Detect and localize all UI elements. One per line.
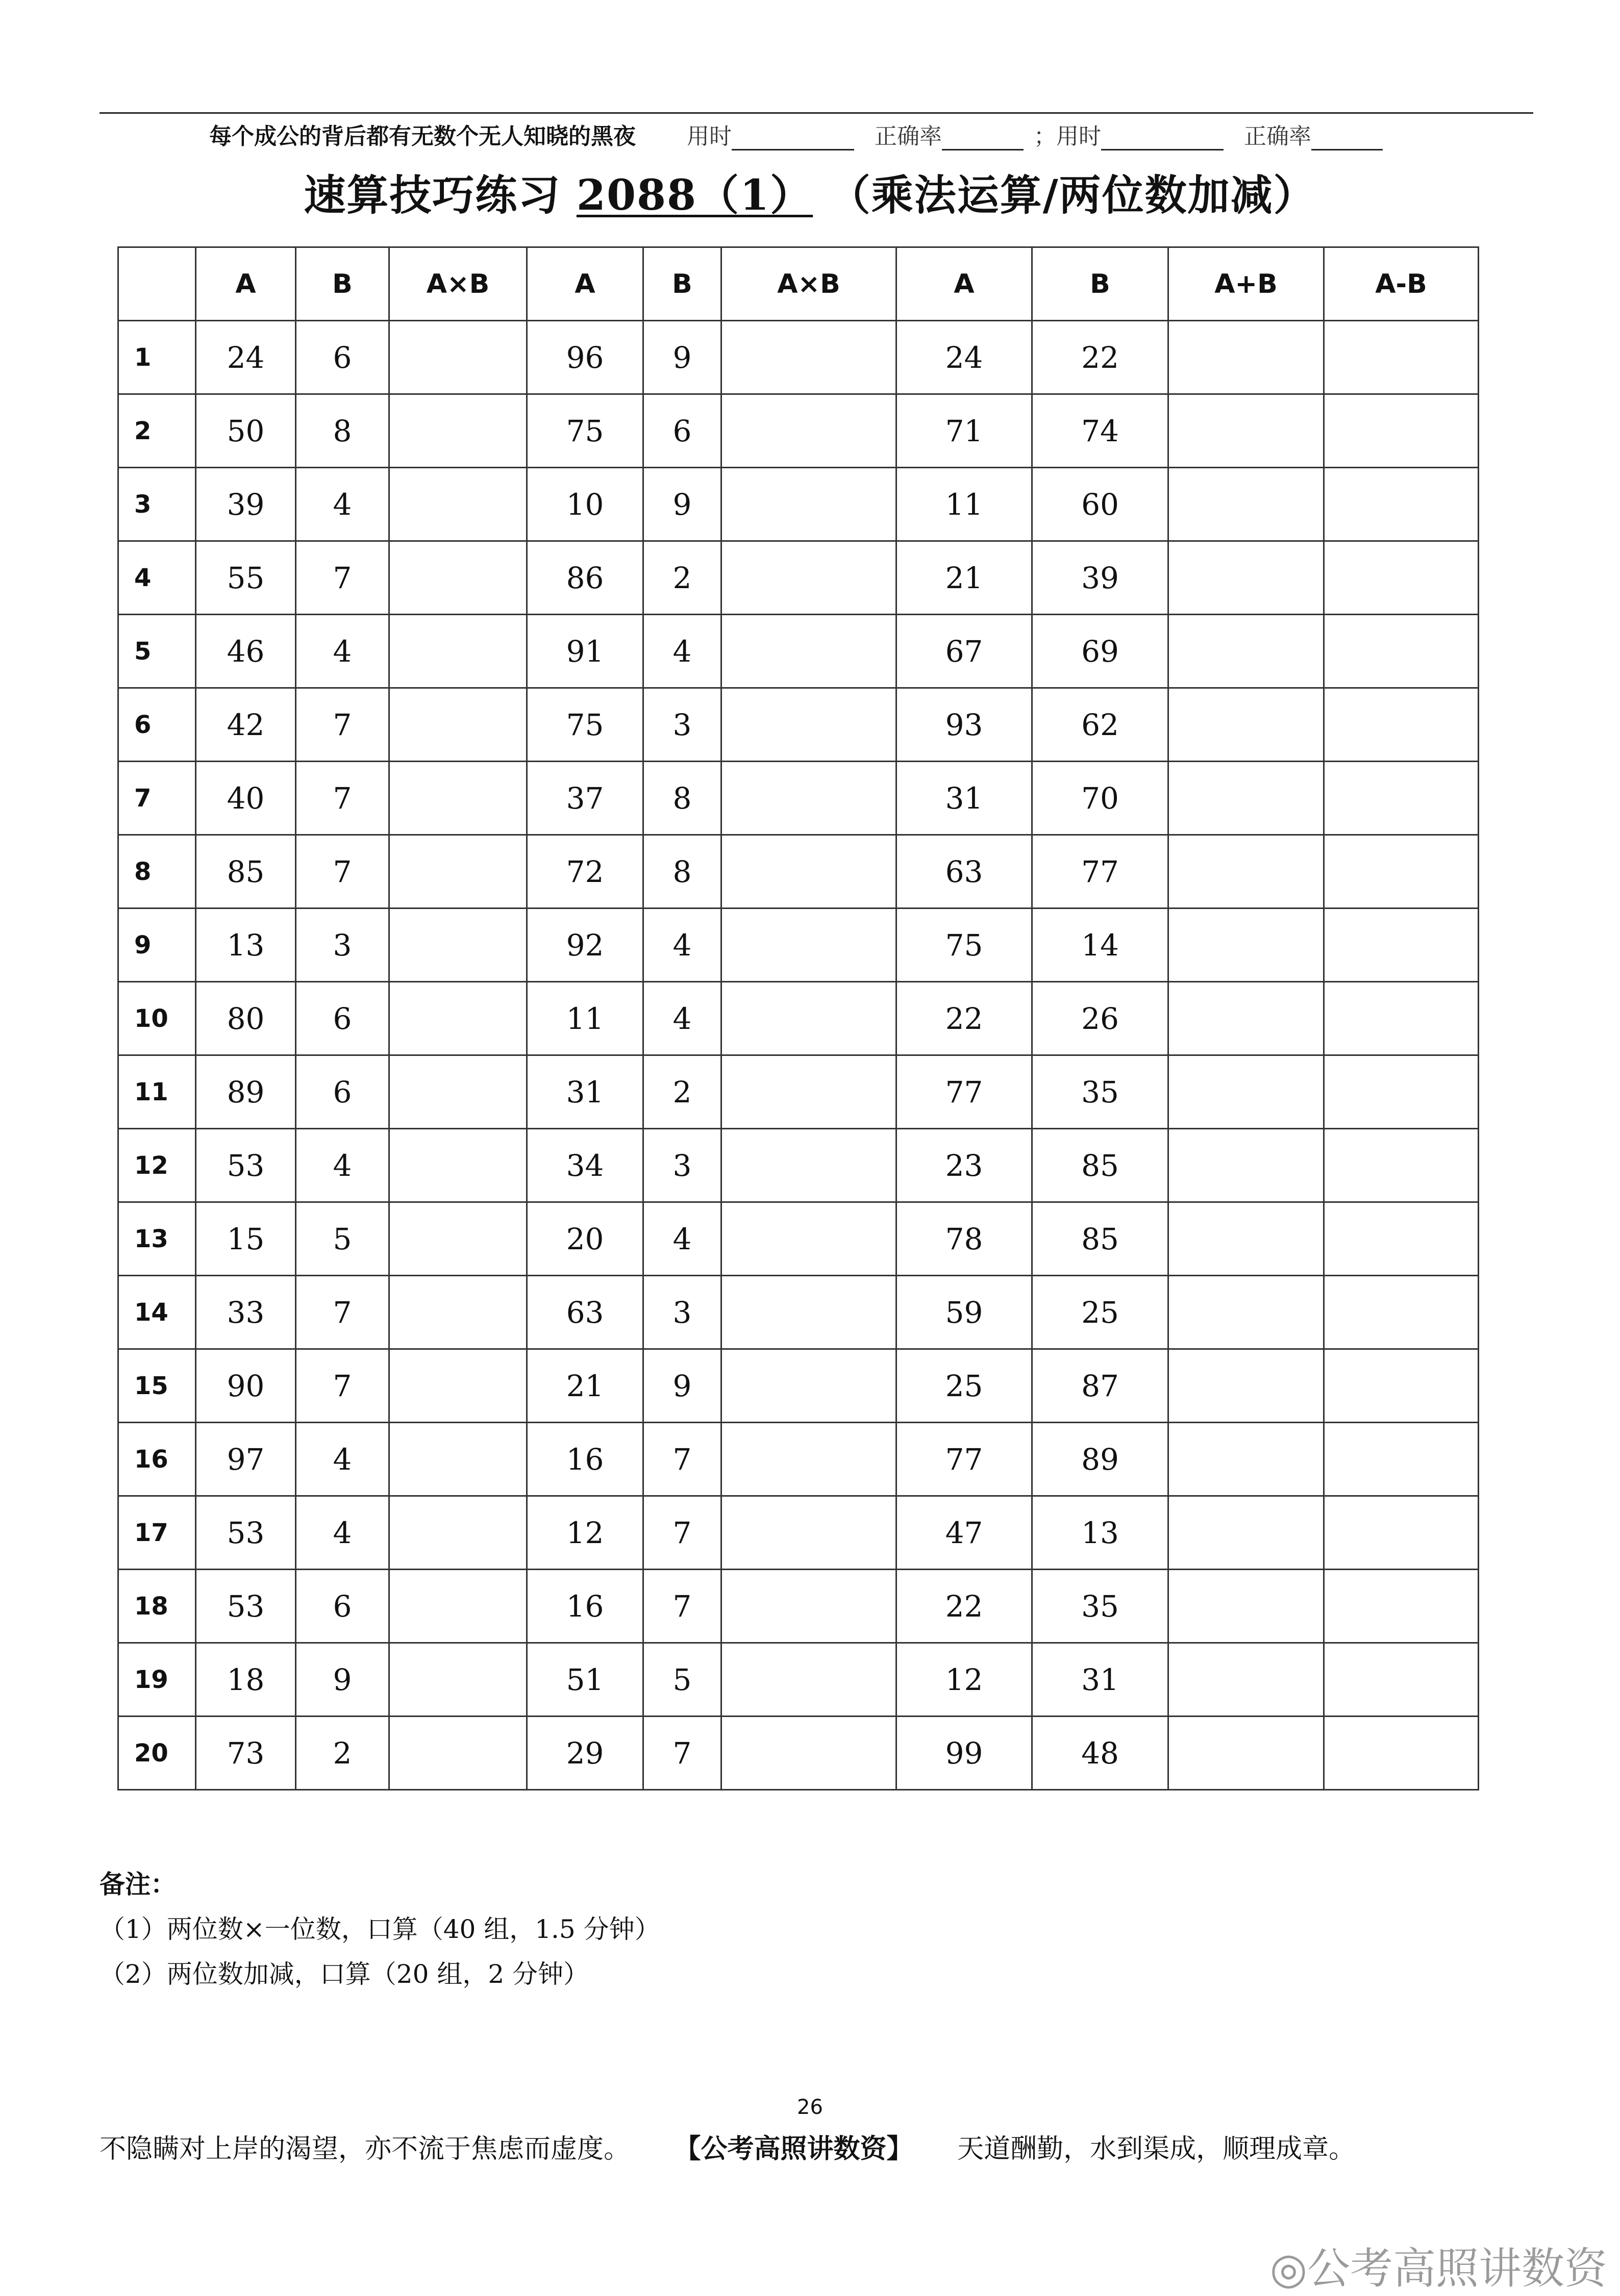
table-row [118, 1055, 1479, 1129]
operand-cell: 75 [527, 394, 643, 468]
table-row [118, 1643, 1479, 1717]
operand-cell: 12 [896, 1643, 1032, 1717]
operand-cell: 93 [896, 688, 1032, 762]
operand-cell: 37 [527, 762, 643, 835]
answer-cell[interactable] [1324, 1717, 1479, 1790]
operand-cell: 42 [196, 688, 296, 762]
answer-cell[interactable] [1168, 909, 1324, 982]
operand-cell: 78 [896, 1202, 1032, 1276]
notes-section [99, 1862, 660, 1997]
operand-cell: 11 [896, 468, 1032, 541]
column-header: B [1032, 247, 1168, 321]
table-row [118, 1717, 1479, 1790]
operand-cell: 12 [527, 1496, 643, 1570]
operand-cell: 6 [643, 394, 721, 468]
answer-cell[interactable] [1324, 615, 1479, 688]
row-number: 4 [118, 541, 196, 615]
row-number: 5 [118, 615, 196, 688]
answer-cell[interactable] [721, 1349, 896, 1423]
answer-cell[interactable] [389, 615, 527, 688]
operand-cell: 59 [896, 1276, 1032, 1349]
operand-cell: 7 [296, 688, 389, 762]
practice-table [117, 246, 1479, 1790]
operand-cell: 74 [1032, 394, 1168, 468]
answer-cell[interactable] [1168, 1276, 1324, 1349]
answer-cell[interactable] [1324, 1202, 1479, 1276]
operand-cell: 25 [1032, 1276, 1168, 1349]
operand-cell: 6 [296, 321, 389, 394]
operand-cell: 60 [1032, 468, 1168, 541]
answer-cell[interactable] [1168, 762, 1324, 835]
answer-cell[interactable] [389, 909, 527, 982]
row-number: 6 [118, 688, 196, 762]
answer-cell[interactable] [721, 541, 896, 615]
operand-cell: 25 [896, 1349, 1032, 1423]
operand-cell: 16 [527, 1570, 643, 1643]
operand-cell: 13 [196, 909, 296, 982]
footer-brand: 【公考高照讲数资】 [674, 2133, 913, 2164]
answer-cell[interactable] [389, 835, 527, 909]
row-number: 14 [118, 1276, 196, 1349]
operand-cell: 39 [196, 468, 296, 541]
operand-cell: 35 [1032, 1570, 1168, 1643]
answer-cell[interactable] [1324, 982, 1479, 1055]
operand-cell: 3 [296, 909, 389, 982]
operand-cell: 39 [1032, 541, 1168, 615]
table-row [118, 1129, 1479, 1202]
table-row [118, 1202, 1479, 1276]
operand-cell: 6 [296, 1055, 389, 1129]
operand-cell: 31 [527, 1055, 643, 1129]
operand-cell: 7 [296, 541, 389, 615]
answer-cell[interactable] [721, 394, 896, 468]
table-row [118, 688, 1479, 762]
answer-cell[interactable] [1324, 1423, 1479, 1496]
operand-cell: 20 [527, 1202, 643, 1276]
answer-cell[interactable] [389, 1349, 527, 1423]
operand-cell: 6 [296, 982, 389, 1055]
answer-cell[interactable] [721, 1423, 896, 1496]
column-header: B [296, 247, 389, 321]
operand-cell: 3 [643, 1129, 721, 1202]
operand-cell: 9 [643, 468, 721, 541]
answer-cell[interactable] [389, 468, 527, 541]
operand-cell: 8 [296, 394, 389, 468]
title-suffix: （乘法运算/两位数加减） [828, 171, 1316, 220]
footer-left: 不隐瞒对上岸的渴望，亦不流于焦虑而虚度。 [99, 2134, 631, 2164]
row-number: 16 [118, 1423, 196, 1496]
operand-cell: 55 [196, 541, 296, 615]
time-blank-2[interactable] [1101, 144, 1224, 150]
answer-cell[interactable] [389, 394, 527, 468]
operand-cell: 77 [896, 1423, 1032, 1496]
note-line: （1）两位数×一位数，口算（40 组，1.5 分钟） [99, 1914, 660, 1944]
table-row [118, 468, 1479, 541]
column-header: A [196, 247, 296, 321]
answer-cell[interactable] [721, 909, 896, 982]
column-header: A [896, 247, 1032, 321]
watermark: ◎公考高照讲数资 [1269, 2243, 1607, 2293]
page-title [0, 162, 1620, 222]
operand-cell: 63 [527, 1276, 643, 1349]
operand-cell: 53 [196, 1496, 296, 1570]
row-number: 17 [118, 1496, 196, 1570]
table-header-row [118, 247, 1479, 321]
operand-cell: 3 [643, 1276, 721, 1349]
operand-cell: 2 [643, 541, 721, 615]
operand-cell: 7 [643, 1423, 721, 1496]
column-header: A×B [389, 247, 527, 321]
operand-cell: 33 [196, 1276, 296, 1349]
page-footer [99, 2127, 1391, 2165]
row-number: 20 [118, 1717, 196, 1790]
table-row [118, 1570, 1479, 1643]
operand-cell: 9 [296, 1643, 389, 1717]
answer-cell[interactable] [1324, 835, 1479, 909]
answer-cell[interactable] [721, 1202, 896, 1276]
operand-cell: 86 [527, 541, 643, 615]
operand-cell: 10 [527, 468, 643, 541]
operand-cell: 80 [196, 982, 296, 1055]
operand-cell: 7 [643, 1570, 721, 1643]
answer-cell[interactable] [389, 1643, 527, 1717]
notes-heading: 备注： [99, 1869, 176, 1899]
time-blank-1[interactable] [732, 144, 854, 150]
answer-cell[interactable] [389, 1496, 527, 1570]
answer-cell[interactable] [1168, 1717, 1324, 1790]
operand-cell: 53 [196, 1570, 296, 1643]
accuracy-blank-2[interactable] [1311, 144, 1383, 150]
operand-cell: 24 [896, 321, 1032, 394]
table-row [118, 394, 1479, 468]
operand-cell: 92 [527, 909, 643, 982]
answer-cell[interactable] [1324, 541, 1479, 615]
table-row [118, 909, 1479, 982]
answer-cell[interactable] [721, 468, 896, 541]
table-row [118, 1496, 1479, 1570]
operand-cell: 21 [527, 1349, 643, 1423]
operand-cell: 4 [296, 468, 389, 541]
answer-cell[interactable] [1168, 1423, 1324, 1496]
time-label-2: 用时 [1056, 123, 1101, 149]
accuracy-label-2: 正确率 [1244, 123, 1311, 149]
answer-cell[interactable] [721, 321, 896, 394]
column-header: B [643, 247, 721, 321]
operand-cell: 16 [527, 1423, 643, 1496]
operand-cell: 13 [1032, 1496, 1168, 1570]
answer-cell[interactable] [1168, 468, 1324, 541]
answer-cell[interactable] [1324, 1643, 1479, 1717]
page-header [209, 115, 1536, 150]
title-prefix: 速算技巧练习 [304, 171, 561, 220]
operand-cell: 6 [296, 1570, 389, 1643]
answer-cell[interactable] [1324, 1570, 1479, 1643]
answer-cell[interactable] [389, 1570, 527, 1643]
operand-cell: 18 [196, 1643, 296, 1717]
operand-cell: 97 [196, 1423, 296, 1496]
column-header: A [527, 247, 643, 321]
operand-cell: 69 [1032, 615, 1168, 688]
table-row [118, 1276, 1479, 1349]
row-number: 8 [118, 835, 196, 909]
operand-cell: 9 [643, 1349, 721, 1423]
operand-cell: 91 [527, 615, 643, 688]
operand-cell: 71 [896, 394, 1032, 468]
operand-cell: 4 [643, 982, 721, 1055]
accuracy-label-1: 正确率 [875, 123, 942, 149]
operand-cell: 89 [196, 1055, 296, 1129]
operand-cell: 11 [527, 982, 643, 1055]
operand-cell: 22 [896, 1570, 1032, 1643]
answer-cell[interactable] [721, 1496, 896, 1570]
answer-cell[interactable] [1324, 909, 1479, 982]
answer-cell[interactable] [389, 1055, 527, 1129]
table-row [118, 321, 1479, 394]
column-header: A×B [721, 247, 896, 321]
answer-cell[interactable] [1168, 321, 1324, 394]
answer-cell[interactable] [721, 1276, 896, 1349]
answer-cell[interactable] [1168, 1570, 1324, 1643]
operand-cell: 4 [296, 1496, 389, 1570]
table-row [118, 835, 1479, 909]
answer-cell[interactable] [1324, 688, 1479, 762]
answer-cell[interactable] [1324, 1129, 1479, 1202]
operand-cell: 7 [643, 1717, 721, 1790]
answer-cell[interactable] [721, 762, 896, 835]
answer-cell[interactable] [1168, 541, 1324, 615]
operand-cell: 29 [527, 1717, 643, 1790]
answer-cell[interactable] [1324, 1349, 1479, 1423]
operand-cell: 22 [896, 982, 1032, 1055]
operand-cell: 8 [643, 835, 721, 909]
title-code: 2088（1） [576, 171, 813, 220]
header-divider [99, 112, 1533, 114]
table-row [118, 762, 1479, 835]
answer-cell[interactable] [1168, 688, 1324, 762]
header-motto: 每个成公的背后都有无数个无人知晓的黑夜 [209, 123, 636, 149]
operand-cell: 31 [896, 762, 1032, 835]
answer-cell[interactable] [389, 1276, 527, 1349]
operand-cell: 62 [1032, 688, 1168, 762]
operand-cell: 4 [643, 909, 721, 982]
answer-cell[interactable] [1324, 1496, 1479, 1570]
operand-cell: 15 [196, 1202, 296, 1276]
operand-cell: 22 [1032, 321, 1168, 394]
row-number: 15 [118, 1349, 196, 1423]
operand-cell: 73 [196, 1717, 296, 1790]
operand-cell: 85 [1032, 1129, 1168, 1202]
answer-cell[interactable] [1168, 394, 1324, 468]
answer-cell[interactable] [721, 835, 896, 909]
answer-cell[interactable] [721, 982, 896, 1055]
answer-cell[interactable] [721, 688, 896, 762]
operand-cell: 31 [1032, 1643, 1168, 1717]
answer-cell[interactable] [1324, 1055, 1479, 1129]
answer-cell[interactable] [721, 615, 896, 688]
operand-cell: 2 [643, 1055, 721, 1129]
operand-cell: 77 [1032, 835, 1168, 909]
operand-cell: 2 [296, 1717, 389, 1790]
answer-cell[interactable] [1168, 1643, 1324, 1717]
note-line: （2）两位数加减，口算（20 组，2 分钟） [99, 1959, 589, 1989]
operand-cell: 85 [196, 835, 296, 909]
operand-cell: 47 [896, 1496, 1032, 1570]
row-number: 18 [118, 1570, 196, 1643]
row-number: 11 [118, 1055, 196, 1129]
operand-cell: 4 [296, 1423, 389, 1496]
row-number: 1 [118, 321, 196, 394]
answer-cell[interactable] [1324, 1276, 1479, 1349]
answer-cell[interactable] [389, 1202, 527, 1276]
table-row [118, 541, 1479, 615]
column-header: A+B [1168, 247, 1324, 321]
operand-cell: 3 [643, 688, 721, 762]
answer-cell[interactable] [1324, 468, 1479, 541]
answer-cell[interactable] [721, 1129, 896, 1202]
row-number: 3 [118, 468, 196, 541]
operand-cell: 87 [1032, 1349, 1168, 1423]
operand-cell: 5 [296, 1202, 389, 1276]
answer-cell[interactable] [1324, 394, 1479, 468]
operand-cell: 48 [1032, 1717, 1168, 1790]
answer-cell[interactable] [1168, 835, 1324, 909]
operand-cell: 23 [896, 1129, 1032, 1202]
row-number: 10 [118, 982, 196, 1055]
answer-cell[interactable] [1168, 1349, 1324, 1423]
operand-cell: 35 [1032, 1055, 1168, 1129]
answer-cell[interactable] [389, 762, 527, 835]
answer-cell[interactable] [389, 541, 527, 615]
operand-cell: 14 [1032, 909, 1168, 982]
answer-cell[interactable] [1168, 1202, 1324, 1276]
row-number: 9 [118, 909, 196, 982]
row-number: 13 [118, 1202, 196, 1276]
operand-cell: 85 [1032, 1202, 1168, 1276]
operand-cell: 5 [643, 1643, 721, 1717]
answer-cell[interactable] [721, 1570, 896, 1643]
answer-cell[interactable] [389, 982, 527, 1055]
row-number: 19 [118, 1643, 196, 1717]
operand-cell: 90 [196, 1349, 296, 1423]
operand-cell: 7 [296, 1349, 389, 1423]
answer-cell[interactable] [389, 1423, 527, 1496]
answer-cell[interactable] [1324, 762, 1479, 835]
operand-cell: 4 [643, 1202, 721, 1276]
operand-cell: 77 [896, 1055, 1032, 1129]
table-row [118, 982, 1479, 1055]
answer-cell[interactable] [1168, 1496, 1324, 1570]
time-label-1: 用时 [687, 123, 732, 149]
answer-cell[interactable] [1168, 1055, 1324, 1129]
row-number: 7 [118, 762, 196, 835]
page-number: 26 [797, 2096, 823, 2119]
answer-cell[interactable] [1168, 1129, 1324, 1202]
answer-cell[interactable] [721, 1055, 896, 1129]
answer-cell[interactable] [721, 1643, 896, 1717]
operand-cell: 7 [643, 1496, 721, 1570]
answer-cell[interactable] [389, 1129, 527, 1202]
operand-cell: 40 [196, 762, 296, 835]
operand-cell: 70 [1032, 762, 1168, 835]
table-row [118, 1349, 1479, 1423]
operand-cell: 46 [196, 615, 296, 688]
row-number: 2 [118, 394, 196, 468]
operand-cell: 96 [527, 321, 643, 394]
answer-cell[interactable] [721, 1717, 896, 1790]
operand-cell: 21 [896, 541, 1032, 615]
operand-cell: 67 [896, 615, 1032, 688]
operand-cell: 9 [643, 321, 721, 394]
row-number: 12 [118, 1129, 196, 1202]
operand-cell: 7 [296, 762, 389, 835]
operand-cell: 7 [296, 1276, 389, 1349]
column-header [118, 247, 196, 321]
operand-cell: 53 [196, 1129, 296, 1202]
table-row [118, 1423, 1479, 1496]
accuracy-blank-1[interactable] [942, 144, 1024, 150]
operand-cell: 50 [196, 394, 296, 468]
operand-cell: 4 [296, 1129, 389, 1202]
table-row [118, 615, 1479, 688]
answer-cell[interactable] [389, 321, 527, 394]
operand-cell: 75 [896, 909, 1032, 982]
operand-cell: 4 [643, 615, 721, 688]
operand-cell: 34 [527, 1129, 643, 1202]
answer-cell[interactable] [389, 1717, 527, 1790]
header-separator: ； [1034, 123, 1056, 149]
operand-cell: 89 [1032, 1423, 1168, 1496]
answer-cell[interactable] [1168, 982, 1324, 1055]
operand-cell: 99 [896, 1717, 1032, 1790]
operand-cell: 63 [896, 835, 1032, 909]
operand-cell: 24 [196, 321, 296, 394]
footer-right: 天道酬勤，水到渠成，顺理成章。 [957, 2134, 1356, 2164]
answer-cell[interactable] [1324, 321, 1479, 394]
operand-cell: 8 [643, 762, 721, 835]
operand-cell: 26 [1032, 982, 1168, 1055]
answer-cell[interactable] [1168, 615, 1324, 688]
operand-cell: 75 [527, 688, 643, 762]
answer-cell[interactable] [389, 688, 527, 762]
operand-cell: 51 [527, 1643, 643, 1717]
operand-cell: 7 [296, 835, 389, 909]
operand-cell: 4 [296, 615, 389, 688]
column-header: A-B [1324, 247, 1479, 321]
operand-cell: 72 [527, 835, 643, 909]
